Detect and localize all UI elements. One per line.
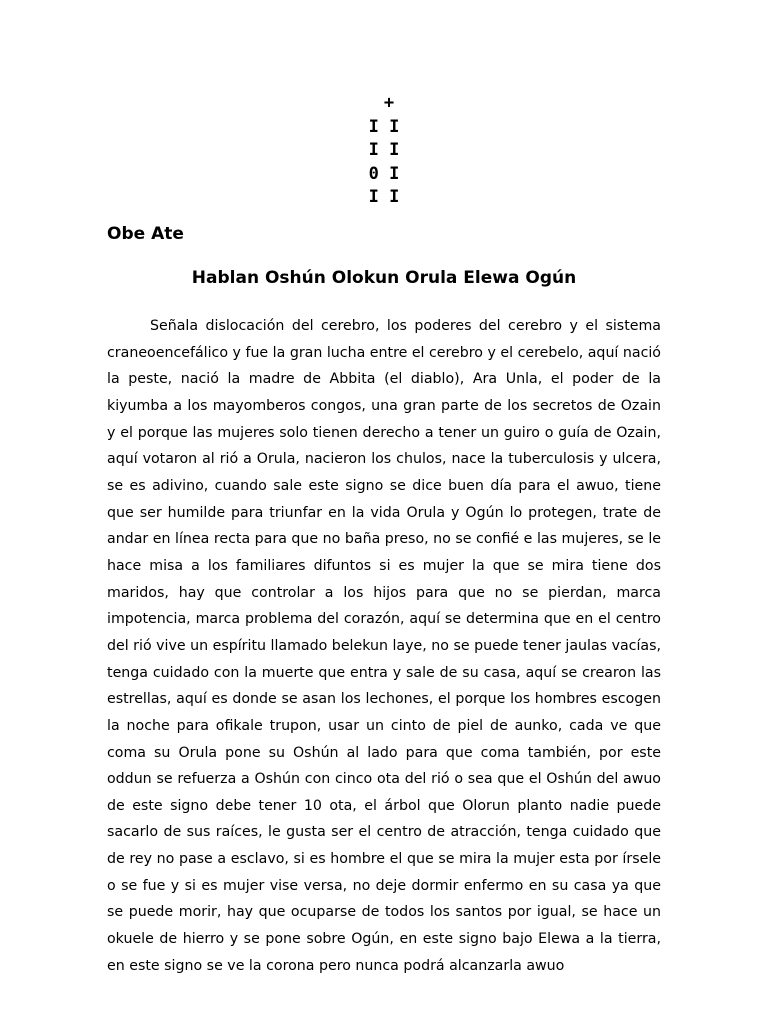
sign-row: + <box>383 93 395 113</box>
sign-row: I I <box>368 116 400 137</box>
body-paragraph: Señala dislocación del cerebro, los poderes del cerebro y el sistema craneoencefálico y fue la gran lucha entre el cerebro y el cerebelo, aquí nació la peste, nació la madre de Abbita (el diablo), Ara Unla, el poder de la kiyumba a los mayomberos congos, una gran parte de los secretos de Ozain y el porque las mujeres solo tienen derecho a tener un guiro o guía de Ozain, aquí votaron al rió a Orula, nacieron los chulos, nace la tuberculosis y ulcera, se es adivino, cuando sale este signo se dice buen día para el awuo, tiene que ser humilde para triunfar en la vida Orula y Ogún lo protegen, trate de andar en línea recta para que no baña preso, no se confié e las mujeres, se le hace misa a los familiares difuntos si es mujer la que se mira tiene dos maridos, hay que controlar a los hijos para que no se pierdan, marca impotencia, marca problema del corazón, aquí se determina que en el centro del rió vive un espíritu llamado belekun laye, no se puede tener jaulas vacías, tenga cuidado con la muerte que entra y sale de su casa, aquí se crearon las estrellas, aquí es donde se asan los lechones, el porque los hombres escogen la noche para ofikale trupon, usar un cinto de piel de aunko, cada ve que coma su Orula pone su Oshún al lado para que coma también, por este oddun se refuerza a Oshún con cinco ota del rió o sea que el Oshún del awuo de este signo debe tener 10 ota, el árbol que Olorun planto nadie puede sacarlo de sus raíces, le gusta ser el centro de atracción, tenga cuidado que de rey no pase a esclavo, si es hombre el que se mira la mujer esta por írsele o se fue y si es mujer vise versa, no deje dormir enfermo en su casa ya que se puede morir, hay que ocuparse de todos los santos por igual, se hace un okuele de hierro y se pone sobre Ogún, en este signo bajo Elewa a la tierra, en este signo se ve la corona pero nunca podrá alcanzarla awuo <box>107 318 661 974</box>
document-subheading: Hablan Oshún Olokun Orula Elewa Ogún <box>191 268 577 288</box>
document-heading: Obe Ate <box>107 224 184 244</box>
oddun-sign <box>0 92 768 210</box>
sign-row: 0 I <box>368 163 400 184</box>
sign-row: I I <box>368 187 400 207</box>
sign-row: I I <box>368 140 400 160</box>
